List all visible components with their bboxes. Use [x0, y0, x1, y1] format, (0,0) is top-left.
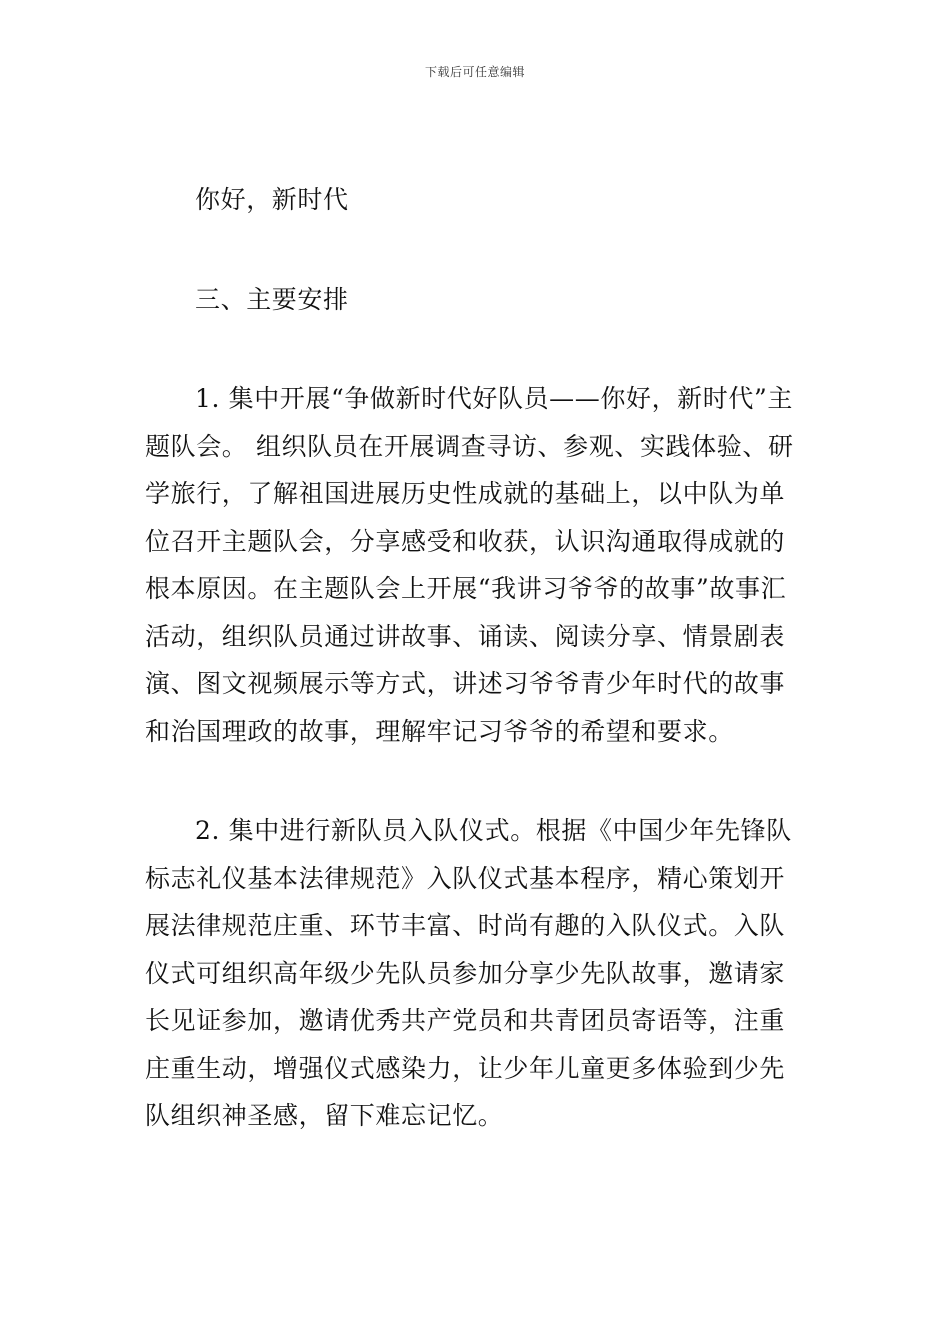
header-note: 下载后可任意编辑 — [424, 65, 525, 79]
paragraph-theme-meeting: 1. 集中开展“争做新时代好队员——你好，新时代”主题队会。 组织队员在开展调查寻访、参观、实践体验、研学旅行，了解祖国进展历史性成就的基础上，以中队为单位召开主题队会，分享感受和收获，认识沟通取得成就的根本原因。在主题队会上开展“我讲习爷爷的故事”故事汇活动，组织队员通过讲故事、诵读、阅读分享、情景剧表演、图文视频展示等方式，讲述习爷爷青少年时代的故事和治国理政的故事，理解牢记习爷爷的希望和要求。 — [145, 384, 794, 746]
section-heading-main-arrangements: 三、主要安排 — [195, 284, 349, 314]
spacer — [145, 323, 810, 375]
spacer — [145, 755, 810, 807]
document-body — [145, 176, 810, 1140]
spacer — [145, 224, 810, 276]
heading-hello-new-era: 你好，新时代 — [195, 185, 349, 214]
paragraph-enrollment-ceremony: 2. 集中进行新队员入队仪式。根据《中国少年先锋队标志礼仪基本法律规范》入队仪式基本程序，精心策划开展法律规范庄重、环节丰富、时尚有趣的入队仪式。入队仪式可组织高年级少先队员参加分享少先队故事，邀请家长见证参加，邀请优秀共产党员和共青团员寄语等，注重庄重生动，增强仪式感染力，让少年儿童更多体验到少先队组织神圣感，留下难忘记忆。 — [145, 816, 792, 1130]
